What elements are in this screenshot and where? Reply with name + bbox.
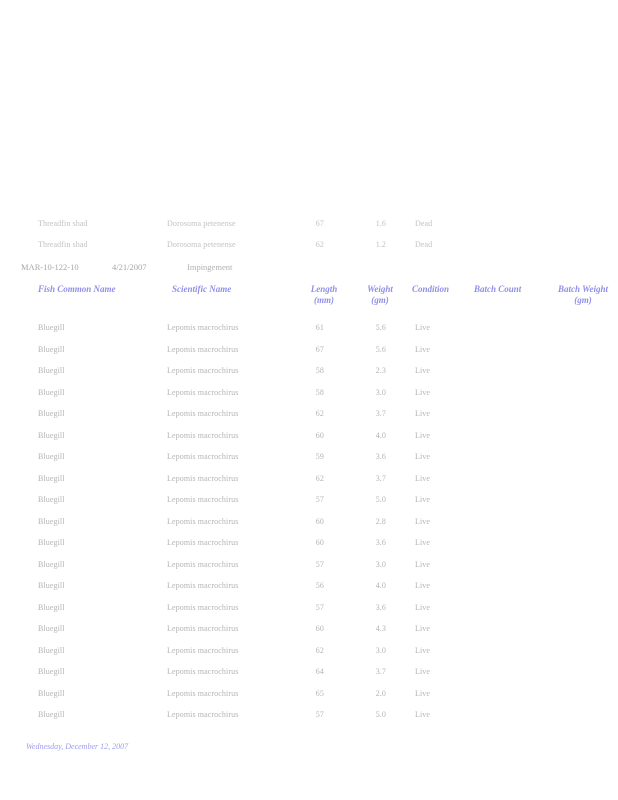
header-scientific-name: Scientific Name xyxy=(172,284,232,294)
table-row xyxy=(0,409,618,421)
weight-cell: 3.6 xyxy=(375,538,386,547)
common-name-cell: Bluegill xyxy=(38,538,65,547)
table-row xyxy=(0,667,618,679)
length-cell: 67 xyxy=(315,345,324,354)
length-cell: 65 xyxy=(315,689,324,698)
scientific-name-cell: Lepomis macrochirus xyxy=(167,452,239,461)
common-name-cell: Threadfin shad xyxy=(38,240,88,249)
common-name-cell: Bluegill xyxy=(38,560,65,569)
length-cell: 62 xyxy=(315,240,324,249)
table-row xyxy=(0,452,618,464)
length-cell: 57 xyxy=(315,710,324,719)
weight-cell: 5.6 xyxy=(375,345,386,354)
condition-cell: Live xyxy=(415,667,431,676)
length-cell: 60 xyxy=(315,517,324,526)
scientific-name-cell: Lepomis macrochirus xyxy=(167,603,239,612)
weight-cell: 3.7 xyxy=(375,409,386,418)
scientific-name-cell: Lepomis macrochirus xyxy=(167,646,239,655)
condition-cell: Live xyxy=(415,646,431,655)
condition-cell: Live xyxy=(415,409,431,418)
header-weight-label: Weight xyxy=(367,284,393,294)
condition-cell: Live xyxy=(415,560,431,569)
scientific-name-cell: Lepomis macrochirus xyxy=(167,388,239,397)
length-cell: 57 xyxy=(315,603,324,612)
common-name-cell: Bluegill xyxy=(38,323,65,332)
length-cell: 60 xyxy=(315,538,324,547)
length-cell: 62 xyxy=(315,474,324,483)
scientific-name-cell: Lepomis macrochirus xyxy=(167,710,239,719)
condition-cell: Live xyxy=(415,388,431,397)
common-name-cell: Bluegill xyxy=(38,345,65,354)
weight-cell: 5.6 xyxy=(375,323,386,332)
header-condition: Condition xyxy=(412,284,450,294)
scientific-name-cell: Lepomis macrochirus xyxy=(167,667,239,676)
common-name-cell: Bluegill xyxy=(38,452,65,461)
condition-cell: Live xyxy=(415,624,431,633)
weight-cell: 3.0 xyxy=(375,388,386,397)
length-cell: 62 xyxy=(315,409,324,418)
prev-table-row xyxy=(0,219,618,231)
header-length xyxy=(302,284,346,306)
weight-cell: 1.2 xyxy=(375,240,386,249)
condition-cell: Dead xyxy=(415,240,433,249)
weight-cell: 4.0 xyxy=(375,581,386,590)
common-name-cell: Bluegill xyxy=(38,409,65,418)
condition-cell: Live xyxy=(415,581,431,590)
header-weight xyxy=(358,284,402,306)
weight-cell: 3.7 xyxy=(375,667,386,676)
table-row xyxy=(0,388,618,400)
header-length-unit: (mm) xyxy=(314,295,334,305)
table-row xyxy=(0,431,618,443)
header-common-name: Fish Common Name xyxy=(38,284,116,294)
condition-cell: Live xyxy=(415,495,431,504)
condition-cell: Live xyxy=(415,452,431,461)
weight-cell: 5.0 xyxy=(375,495,386,504)
common-name-cell: Bluegill xyxy=(38,366,65,375)
header-batch-count: Batch Count xyxy=(474,284,522,294)
table-row xyxy=(0,495,618,507)
common-name-cell: Bluegill xyxy=(38,689,65,698)
table-row xyxy=(0,517,618,529)
scientific-name-cell: Lepomis macrochirus xyxy=(167,345,239,354)
common-name-cell: Bluegill xyxy=(38,646,65,655)
scientific-name-cell: Lepomis macrochirus xyxy=(167,581,239,590)
length-cell: 64 xyxy=(315,667,324,676)
scientific-name-cell: Lepomis macrochirus xyxy=(167,517,239,526)
condition-cell: Live xyxy=(415,366,431,375)
scientific-name-cell: Lepomis macrochirus xyxy=(167,689,239,698)
weight-cell: 3.7 xyxy=(375,474,386,483)
condition-cell: Live xyxy=(415,517,431,526)
batch-location: Impingement xyxy=(187,262,233,272)
common-name-cell: Bluegill xyxy=(38,710,65,719)
prev-table-row xyxy=(0,240,618,252)
condition-cell: Dead xyxy=(415,219,433,228)
table-row xyxy=(0,581,618,593)
weight-cell: 3.6 xyxy=(375,603,386,612)
common-name-cell: Bluegill xyxy=(38,474,65,483)
scientific-name-cell: Lepomis macrochirus xyxy=(167,431,239,440)
header-batch-weight-label: Batch Weight xyxy=(558,284,608,294)
header-weight-unit: (gm) xyxy=(371,295,389,305)
weight-cell: 2.3 xyxy=(375,366,386,375)
table-row xyxy=(0,689,618,701)
weight-cell: 1.6 xyxy=(375,219,386,228)
length-cell: 57 xyxy=(315,495,324,504)
weight-cell: 4.3 xyxy=(375,624,386,633)
length-cell: 67 xyxy=(315,219,324,228)
common-name-cell: Bluegill xyxy=(38,624,65,633)
common-name-cell: Threadfin shad xyxy=(38,219,88,228)
scientific-name-cell: Lepomis macrochirus xyxy=(167,560,239,569)
scientific-name-cell: Lepomis macrochirus xyxy=(167,538,239,547)
length-cell: 57 xyxy=(315,560,324,569)
length-cell: 62 xyxy=(315,646,324,655)
weight-cell: 3.6 xyxy=(375,452,386,461)
weight-cell: 4.0 xyxy=(375,431,386,440)
table-row xyxy=(0,603,618,615)
footer-date: Wednesday, December 12, 2007 xyxy=(26,742,129,751)
common-name-cell: Bluegill xyxy=(38,603,65,612)
table-row xyxy=(0,538,618,550)
common-name-cell: Bluegill xyxy=(38,517,65,526)
length-cell: 60 xyxy=(315,624,324,633)
length-cell: 59 xyxy=(315,452,324,461)
table-row xyxy=(0,710,618,722)
length-cell: 61 xyxy=(315,323,324,332)
length-cell: 60 xyxy=(315,431,324,440)
weight-cell: 5.0 xyxy=(375,710,386,719)
scientific-name-cell: Lepomis macrochirus xyxy=(167,366,239,375)
common-name-cell: Bluegill xyxy=(38,667,65,676)
table-row xyxy=(0,474,618,486)
table-row xyxy=(0,345,618,357)
common-name-cell: Bluegill xyxy=(38,581,65,590)
table-row xyxy=(0,560,618,572)
scientific-name-cell: Lepomis macrochirus xyxy=(167,624,239,633)
length-cell: 58 xyxy=(315,366,324,375)
header-batch-weight xyxy=(548,284,618,306)
scientific-name-cell: Lepomis macrochirus xyxy=(167,409,239,418)
table-row xyxy=(0,646,618,658)
header-length-label: Length xyxy=(310,284,338,294)
scientific-name-cell: Lepomis macrochirus xyxy=(167,495,239,504)
condition-cell: Live xyxy=(415,710,431,719)
length-cell: 56 xyxy=(315,581,324,590)
table-row xyxy=(0,366,618,378)
condition-cell: Live xyxy=(415,689,431,698)
weight-cell: 2.0 xyxy=(375,689,386,698)
table-row xyxy=(0,323,618,335)
header-batch-weight-unit: (gm) xyxy=(574,295,592,305)
condition-cell: Live xyxy=(415,431,431,440)
table-row xyxy=(0,624,618,636)
scientific-name-cell: Dorosoma petenense xyxy=(167,219,236,228)
scientific-name-cell: Lepomis macrochirus xyxy=(167,474,239,483)
condition-cell: Live xyxy=(415,603,431,612)
batch-date: 4/21/2007 xyxy=(112,262,147,272)
condition-cell: Live xyxy=(415,323,431,332)
common-name-cell: Bluegill xyxy=(38,388,65,397)
scientific-name-cell: Dorosoma petenense xyxy=(167,240,236,249)
condition-cell: Live xyxy=(415,474,431,483)
common-name-cell: Bluegill xyxy=(38,431,65,440)
batch-id: MAR-10-122-10 xyxy=(21,262,79,272)
common-name-cell: Bluegill xyxy=(38,495,65,504)
condition-cell: Live xyxy=(415,538,431,547)
weight-cell: 3.0 xyxy=(375,646,386,655)
scientific-name-cell: Lepomis macrochirus xyxy=(167,323,239,332)
weight-cell: 2.8 xyxy=(375,517,386,526)
weight-cell: 3.0 xyxy=(375,560,386,569)
condition-cell: Live xyxy=(415,345,431,354)
length-cell: 58 xyxy=(315,388,324,397)
